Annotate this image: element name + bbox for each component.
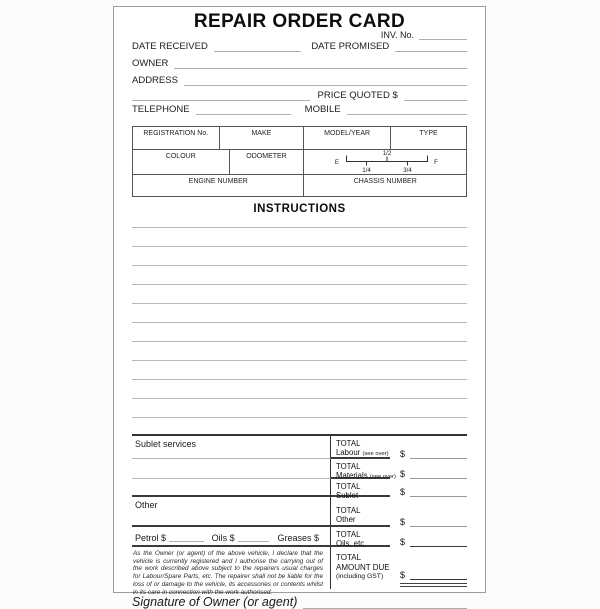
price-quoted-line xyxy=(404,100,467,101)
mobile-label: MOBILE xyxy=(304,104,341,115)
page-title: REPAIR ORDER CARD xyxy=(193,11,406,32)
price-quoted-row xyxy=(132,86,467,101)
instruction-line xyxy=(132,285,467,304)
dollar-sign: $ xyxy=(400,569,406,580)
fuel-full-label: F xyxy=(434,159,439,166)
engine-number-cell: ENGINE NUMBER xyxy=(188,177,248,185)
greases-label: Greases $ xyxy=(277,533,319,543)
dollar-sign: $ xyxy=(400,517,406,527)
chassis-number-cell: CHASSIS NUMBER xyxy=(303,175,466,196)
vehicle-details-table xyxy=(132,126,467,197)
date-received-line xyxy=(214,51,301,52)
owner-line xyxy=(174,68,467,69)
oils-label: Oils $ xyxy=(211,533,235,543)
phone-row xyxy=(132,101,467,115)
owner-row xyxy=(132,52,467,69)
sublet-blank-line-2 xyxy=(132,479,331,497)
fuel-three-quarter-label: 3/4 xyxy=(403,167,413,174)
signature-label: Signature of Owner (or agent) xyxy=(132,595,298,609)
address-continuation-line xyxy=(132,100,310,101)
dollar-sign: $ xyxy=(400,469,406,479)
telephone-label: TELEPHONE xyxy=(132,104,190,115)
instruction-line xyxy=(132,304,467,323)
dollar-sign: $ xyxy=(400,537,406,547)
instruction-line xyxy=(132,266,467,285)
total-amount-due-label: TOTAL AMOUNT DUE (including GST) xyxy=(336,553,390,580)
owner-label: OWNER xyxy=(132,58,169,69)
instructions-lines xyxy=(132,215,467,418)
instruction-line xyxy=(132,323,467,342)
instruction-line xyxy=(132,342,467,361)
see-over-note: (see over) xyxy=(362,450,389,457)
sublet-services-label: Sublet services xyxy=(135,439,197,449)
fuel-half-label: 1/2 xyxy=(382,150,392,157)
total-sublet-amount xyxy=(390,479,467,497)
petrol-label: Petrol $ xyxy=(135,533,167,543)
amount-due-double-rule xyxy=(400,583,467,588)
signature-row xyxy=(132,594,467,609)
see-over-note: (see over) xyxy=(369,473,396,480)
address-line xyxy=(184,85,467,86)
vehicle-table-row-2 xyxy=(133,149,466,174)
instruction-line xyxy=(132,215,467,228)
model-year-cell: MODEL/YEAR xyxy=(303,127,390,149)
type-cell: TYPE xyxy=(390,127,466,149)
date-promised-label: DATE PROMISED xyxy=(311,41,390,52)
oils-line xyxy=(238,541,270,542)
instruction-line xyxy=(132,228,467,247)
total-amount-due xyxy=(390,547,467,589)
total-sublet-label: TOTAL Sublet xyxy=(331,479,390,497)
totals-table xyxy=(132,434,467,596)
total-oils-amount xyxy=(390,527,467,547)
other-cell xyxy=(132,497,331,527)
address-label: ADDRESS xyxy=(132,75,178,86)
inv-no-line xyxy=(419,38,467,40)
other-label: Other xyxy=(135,500,158,510)
registration-cell: REGISTRATION No. xyxy=(143,129,209,137)
total-materials-label: TOTAL Materials (see over) xyxy=(331,459,390,479)
date-row xyxy=(132,40,467,52)
dollar-sign: $ xyxy=(400,487,406,497)
fuel-gauge-icon xyxy=(310,150,460,174)
fuel-quarter-label: 1/4 xyxy=(362,167,372,174)
date-received-label: DATE RECEIVED xyxy=(132,41,208,52)
vehicle-table-row-1 xyxy=(133,127,466,149)
petrol-oils-greases-row xyxy=(132,527,331,547)
dollar-sign: $ xyxy=(400,449,406,459)
inv-no-field xyxy=(132,32,467,40)
fuel-empty-label: E xyxy=(335,159,340,166)
fuel-gauge-cell xyxy=(303,150,466,174)
sublet-services-cell xyxy=(132,436,331,459)
including-gst-note: (including GST) xyxy=(336,573,384,580)
colour-cell: COLOUR xyxy=(165,152,196,160)
price-quoted-label: PRICE QUOTED $ xyxy=(317,90,398,101)
instruction-line xyxy=(132,247,467,266)
address-row xyxy=(132,69,467,86)
total-labour-label: TOTAL Labour (see over) xyxy=(331,436,390,459)
owner-declaration: As the Owner (or agent) of the above vehicle, I declare that the vehicle is currently registered and I authorise the carrying out of the work described above subject to the repairers usual charges for Labour/Spare Parts, etc. The repairer shall not be liable for the loss of or damage to the vehicle, its accessories or contents whilst in its care in connection with the work authorised. xyxy=(132,547,331,589)
make-cell: MAKE xyxy=(219,127,304,149)
repair-order-card xyxy=(113,6,486,609)
vehicle-table-row-3 xyxy=(133,174,466,196)
sublet-blank-line-1 xyxy=(132,459,331,479)
telephone-line xyxy=(196,114,291,115)
instruction-line xyxy=(132,399,467,418)
date-promised-line xyxy=(395,51,467,52)
mobile-line xyxy=(347,114,467,115)
total-materials-amount xyxy=(390,459,467,479)
inv-no-label: INV. No. xyxy=(380,30,414,40)
total-oils-label: TOTAL Oils, etc. xyxy=(331,527,390,547)
total-other-amount xyxy=(390,497,467,527)
petrol-line xyxy=(169,541,204,542)
instructions-heading: INSTRUCTIONS xyxy=(253,203,346,215)
odometer-cell: ODOMETER xyxy=(229,150,304,174)
amount-due-line xyxy=(410,579,467,580)
instruction-line xyxy=(132,380,467,399)
total-labour-amount xyxy=(390,436,467,459)
instruction-line xyxy=(132,361,467,380)
total-other-label: TOTAL Other xyxy=(331,497,390,527)
